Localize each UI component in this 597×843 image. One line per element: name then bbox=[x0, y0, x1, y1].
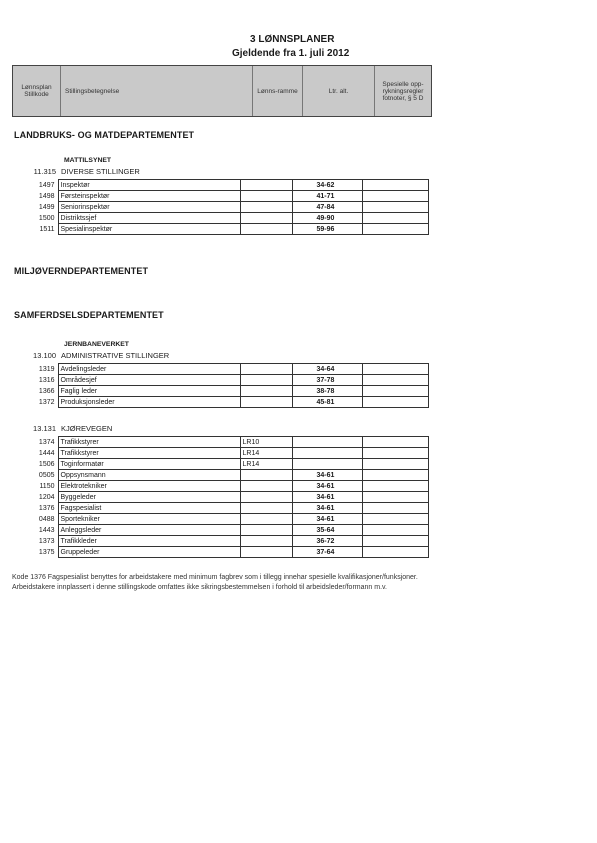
row-ltr: 34-61 bbox=[292, 492, 362, 503]
row-range: LR14 bbox=[240, 448, 292, 459]
row-code: 1316 bbox=[38, 376, 55, 384]
row-range bbox=[240, 202, 292, 213]
row-special bbox=[362, 202, 428, 213]
row-ltr: 49-90 bbox=[292, 213, 362, 224]
row-range bbox=[240, 536, 292, 547]
row-ltr: 34-61 bbox=[292, 481, 362, 492]
row-special bbox=[362, 448, 428, 459]
group-heading bbox=[2, 424, 302, 434]
group-code: 13.131 bbox=[33, 424, 56, 433]
table-row bbox=[12, 202, 428, 213]
row-code: 1374 bbox=[38, 438, 55, 446]
row-title: Distriktssjef bbox=[58, 213, 240, 224]
row-code: 1372 bbox=[38, 398, 55, 406]
table-row bbox=[12, 191, 428, 202]
table-row bbox=[12, 224, 428, 235]
group-code: 13.100 bbox=[33, 351, 56, 360]
row-range bbox=[240, 514, 292, 525]
row-range bbox=[240, 180, 292, 191]
row-title: Gruppeleder bbox=[58, 547, 240, 558]
row-code: 1498 bbox=[38, 192, 55, 200]
table-row bbox=[12, 180, 428, 191]
salary-table-body bbox=[12, 437, 428, 558]
row-range bbox=[240, 364, 292, 375]
table-row bbox=[12, 213, 428, 224]
row-title: Førsteinspektør bbox=[58, 191, 240, 202]
row-ltr: 37-78 bbox=[292, 375, 362, 386]
header-code: Lønnsplan Stillkode bbox=[13, 66, 61, 116]
row-range bbox=[240, 191, 292, 202]
salary-table-body bbox=[12, 364, 428, 408]
department-heading: LANDBRUKS- OG MATDEPARTEMENTET bbox=[14, 130, 195, 140]
row-range bbox=[240, 481, 292, 492]
row-code: 1506 bbox=[38, 460, 55, 468]
department-heading: MILJØVERNDEPARTEMENTET bbox=[14, 266, 149, 276]
row-special bbox=[362, 397, 428, 408]
row-ltr: 34-64 bbox=[292, 364, 362, 375]
row-code: 1150 bbox=[39, 482, 55, 490]
salary-table bbox=[12, 363, 429, 408]
table-row bbox=[12, 459, 428, 470]
row-title: Fagspesialist bbox=[58, 503, 240, 514]
row-code: 1204 bbox=[38, 493, 55, 501]
row-ltr: 47-84 bbox=[292, 202, 362, 213]
row-range bbox=[240, 213, 292, 224]
row-title: Trafikkstyrer bbox=[58, 437, 240, 448]
row-title: Trafikkleder bbox=[58, 536, 240, 547]
row-range bbox=[240, 375, 292, 386]
header-title: Stillingsbetegnelse bbox=[61, 66, 253, 116]
row-range bbox=[240, 224, 292, 235]
row-special bbox=[362, 437, 428, 448]
table-row bbox=[12, 547, 428, 558]
row-title: Elektrotekniker bbox=[58, 481, 240, 492]
group-code: 11.315 bbox=[33, 167, 56, 176]
row-ltr: 38-78 bbox=[292, 386, 362, 397]
row-title: Inspektør bbox=[58, 180, 240, 191]
table-row bbox=[12, 448, 428, 459]
row-ltr: 59-96 bbox=[292, 224, 362, 235]
row-special bbox=[362, 514, 428, 525]
row-code: 1319 bbox=[38, 365, 55, 373]
row-special bbox=[362, 547, 428, 558]
group-name: DIVERSE STILLINGER bbox=[61, 167, 140, 176]
salary-table-body bbox=[12, 180, 428, 235]
row-code: 1373 bbox=[38, 537, 55, 545]
row-range bbox=[240, 547, 292, 558]
group-heading bbox=[2, 167, 302, 177]
row-ltr: 37-64 bbox=[292, 547, 362, 558]
row-ltr bbox=[292, 437, 362, 448]
table-row bbox=[12, 364, 428, 375]
row-code: 1375 bbox=[38, 548, 55, 556]
row-title: Produksjonsleder bbox=[58, 397, 240, 408]
row-special bbox=[362, 180, 428, 191]
row-title: Avdelingsleder bbox=[58, 364, 240, 375]
row-special bbox=[362, 470, 428, 481]
group-name: KJØREVEGEN bbox=[61, 424, 113, 433]
group-name: ADMINISTRATIVE STILLINGER bbox=[61, 351, 170, 360]
table-row bbox=[12, 481, 428, 492]
row-title: Faglig leder bbox=[58, 386, 240, 397]
department-heading: SAMFERDSELSDEPARTEMENTET bbox=[14, 310, 164, 320]
row-title: Sportekniker bbox=[58, 514, 240, 525]
row-special bbox=[362, 481, 428, 492]
agency-heading: MATTILSYNET bbox=[64, 157, 112, 164]
row-special bbox=[362, 224, 428, 235]
row-code: 1376 bbox=[38, 504, 55, 512]
row-range bbox=[240, 503, 292, 514]
row-special bbox=[362, 459, 428, 470]
row-ltr: 34-61 bbox=[292, 503, 362, 514]
row-special bbox=[362, 375, 428, 386]
row-special bbox=[362, 213, 428, 224]
table-row bbox=[12, 503, 428, 514]
row-code: 1443 bbox=[38, 526, 55, 534]
table-row bbox=[12, 386, 428, 397]
row-ltr bbox=[292, 459, 362, 470]
row-range: LR14 bbox=[240, 459, 292, 470]
table-row bbox=[12, 536, 428, 547]
row-ltr: 36-72 bbox=[292, 536, 362, 547]
row-ltr: 34-62 bbox=[292, 180, 362, 191]
row-special bbox=[362, 191, 428, 202]
row-special bbox=[362, 364, 428, 375]
document-subtitle: Gjeldende fra 1. juli 2012 bbox=[232, 48, 350, 59]
column-header bbox=[12, 65, 432, 117]
row-ltr: 45-81 bbox=[292, 397, 362, 408]
row-code: 1499 bbox=[38, 203, 55, 211]
salary-table bbox=[12, 179, 429, 235]
table-row bbox=[12, 375, 428, 386]
row-code: 1500 bbox=[38, 214, 55, 222]
row-ltr: 34-61 bbox=[292, 470, 362, 481]
row-ltr: 41-71 bbox=[292, 191, 362, 202]
row-ltr: 34-61 bbox=[292, 514, 362, 525]
table-row bbox=[12, 437, 428, 448]
row-code: 0488 bbox=[38, 515, 55, 523]
table-row bbox=[12, 514, 428, 525]
row-title: Områdesjef bbox=[58, 375, 240, 386]
table-row bbox=[12, 492, 428, 503]
row-title: Anleggsleder bbox=[58, 525, 240, 536]
document-title: 3 LØNNSPLANER bbox=[250, 34, 335, 45]
row-special bbox=[362, 386, 428, 397]
table-row bbox=[12, 397, 428, 408]
row-title: Toginformatør bbox=[58, 459, 240, 470]
row-range bbox=[240, 397, 292, 408]
row-title: Seniorinspektør bbox=[58, 202, 240, 213]
row-code: 1497 bbox=[38, 181, 55, 189]
row-range bbox=[240, 386, 292, 397]
row-code: 1511 bbox=[39, 225, 55, 233]
row-title: Trafikkstyrer bbox=[58, 448, 240, 459]
row-special bbox=[362, 503, 428, 514]
agency-heading: JERNBANEVERKET bbox=[64, 341, 129, 348]
row-special bbox=[362, 525, 428, 536]
row-ltr: 35-64 bbox=[292, 525, 362, 536]
row-code: 0505 bbox=[38, 471, 55, 479]
footnote: Kode 1376 Fagspesialist benyttes for arbeidstakere med minimum fagbrev som i tillegg innehar spesielle kvalifikasjoner/funksjoner. Arbeidstakere innplassert i denne stillingskode omfattes ikke sikringsbestemmelsen i forhold til arbeidsleder/formann m.v. bbox=[12, 574, 418, 591]
row-special bbox=[362, 536, 428, 547]
table-row bbox=[12, 525, 428, 536]
row-range: LR10 bbox=[240, 437, 292, 448]
header-ltr: Ltr. alt. bbox=[303, 66, 375, 116]
row-ltr bbox=[292, 448, 362, 459]
salary-table bbox=[12, 436, 429, 558]
row-range bbox=[240, 492, 292, 503]
header-range: Lønns-ramme bbox=[253, 66, 303, 116]
row-range bbox=[240, 525, 292, 536]
row-title: Spesialinspektør bbox=[58, 224, 240, 235]
row-title: Byggeleder bbox=[58, 492, 240, 503]
table-row bbox=[12, 470, 428, 481]
row-code: 1366 bbox=[38, 387, 55, 395]
header-special: Spesielle opp-rykningsregler fotnoter, § 5 D bbox=[382, 80, 424, 102]
row-special bbox=[362, 492, 428, 503]
row-title: Oppsynsmann bbox=[58, 470, 240, 481]
group-heading bbox=[2, 351, 302, 361]
row-code: 1444 bbox=[38, 449, 55, 457]
row-range bbox=[240, 470, 292, 481]
